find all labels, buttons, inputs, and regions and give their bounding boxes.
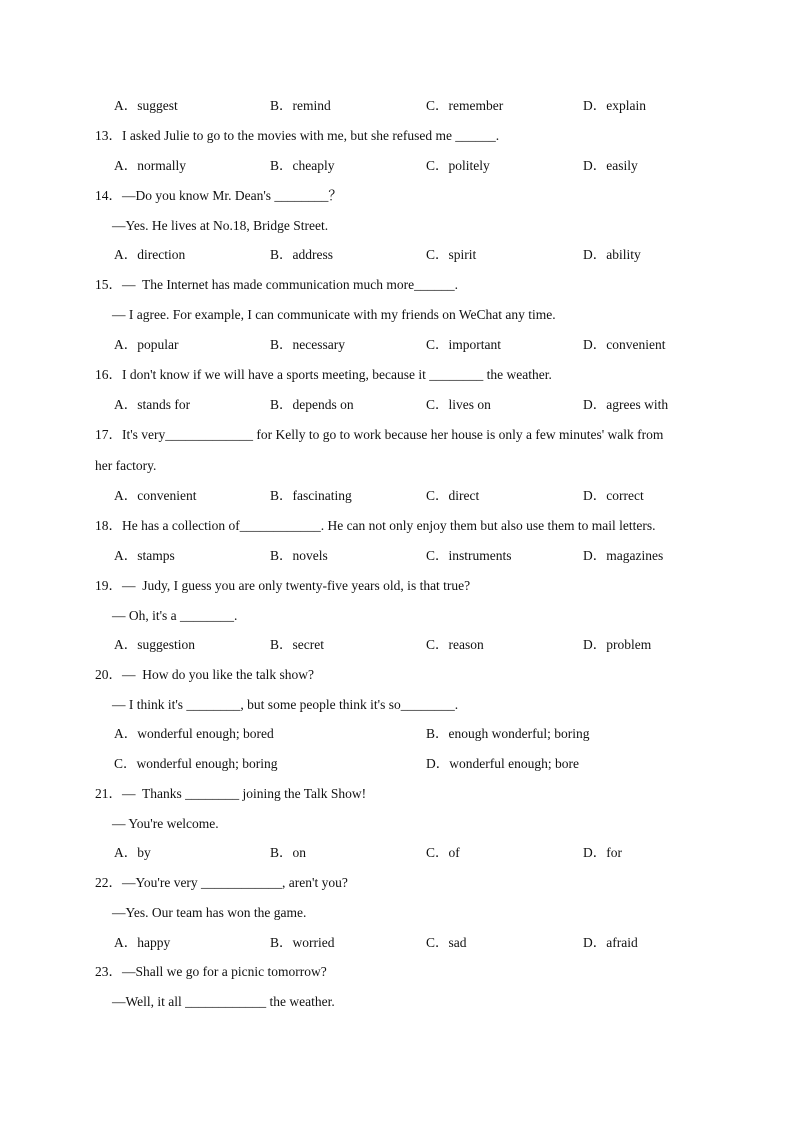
option-c: C．spirit (426, 247, 477, 262)
option-a: A．suggestion (114, 637, 195, 652)
option-b: B．address (270, 247, 333, 262)
question-stem: 23．—Shall we go for a picnic tomorrow? (95, 964, 327, 979)
option-d: D．explain (583, 98, 646, 113)
option-c: C．reason (426, 637, 484, 652)
dialogue-reply: —Yes. He lives at No.18, Bridge Street. (112, 218, 329, 233)
option-c: C．lives on (426, 397, 491, 412)
option-d: D．agrees with (583, 397, 669, 412)
question-stem: 18．He has a collection of____________. He can not only enjoy them but also use them to mail letters. (95, 518, 656, 533)
question-stem: 14．—Do you know Mr. Dean's ________？ (95, 188, 342, 203)
dialogue-reply: —Yes. Our team has won the game. (112, 905, 307, 920)
question-stem: 15．— The Internet has made communication much more______. (95, 277, 459, 292)
option-d: D．afraid (583, 935, 638, 950)
option-c: C．of (426, 845, 460, 860)
option-c: C．important (426, 337, 501, 352)
option-b: B．on (270, 845, 307, 860)
option-c: C．sad (426, 935, 467, 950)
option-c: C．politely (426, 158, 490, 173)
option-c: C．wonderful enough; boring (114, 756, 278, 771)
question-stem-continued: her factory. (95, 458, 157, 473)
question-stem: 16．I don't know if we will have a sports meeting, because it ________ the weather. (95, 367, 552, 382)
option-b: B．cheaply (270, 158, 335, 173)
question-stem: 17．It's very_____________ for Kelly to go to work because her house is only a few minutes' walk from (95, 427, 664, 442)
option-d: D．for (583, 845, 622, 860)
option-b: B．worried (270, 935, 335, 950)
option-a: A．normally (114, 158, 186, 173)
option-b: B．fascinating (270, 488, 352, 503)
option-a: A．wonderful enough; bored (114, 726, 274, 741)
option-c: C．direct (426, 488, 480, 503)
option-b: B．remind (270, 98, 331, 113)
option-b: B．depends on (270, 397, 354, 412)
option-a: A．convenient (114, 488, 197, 503)
option-a: A．stands for (114, 397, 191, 412)
dialogue-reply: — You're welcome. (112, 816, 219, 831)
option-a: A．happy (114, 935, 171, 950)
option-c: C．remember (426, 98, 504, 113)
dialogue-reply: — I agree. For example, I can communicate with my friends on WeChat any time. (112, 307, 556, 322)
option-d: D．magazines (583, 548, 664, 563)
dialogue-reply: — I think it's ________, but some people think it's so________. (112, 697, 459, 712)
option-d: D．ability (583, 247, 641, 262)
option-b: B．secret (270, 637, 324, 652)
dialogue-reply: — Oh, it's a ________. (112, 608, 238, 623)
option-a: A．by (114, 845, 151, 860)
question-stem: 21．— Thanks ________ joining the Talk Show! (95, 786, 367, 801)
option-c: C．instruments (426, 548, 512, 563)
option-d: D．convenient (583, 337, 666, 352)
question-stem: 22．—You're very ____________, aren't you? (95, 875, 348, 890)
option-b: B．necessary (270, 337, 345, 352)
option-b: B．enough wonderful; boring (426, 726, 590, 741)
question-stem: 20．— How do you like the talk show? (95, 667, 314, 682)
option-d: D．correct (583, 488, 644, 503)
option-d: D．easily (583, 158, 638, 173)
option-a: A．popular (114, 337, 179, 352)
option-b: B．novels (270, 548, 328, 563)
option-a: A．direction (114, 247, 186, 262)
question-stem: 19．— Judy, I guess you are only twenty-five years old, is that true? (95, 578, 471, 593)
dialogue-reply: —Well, it all ____________ the weather. (112, 994, 335, 1009)
question-stem: 13．I asked Julie to go to the movies with me, but she refused me ______. (95, 128, 500, 143)
option-d: D．wonderful enough; bore (426, 756, 579, 771)
option-a: A．stamps (114, 548, 175, 563)
option-d: D．problem (583, 637, 652, 652)
option-a: A．suggest (114, 98, 178, 113)
